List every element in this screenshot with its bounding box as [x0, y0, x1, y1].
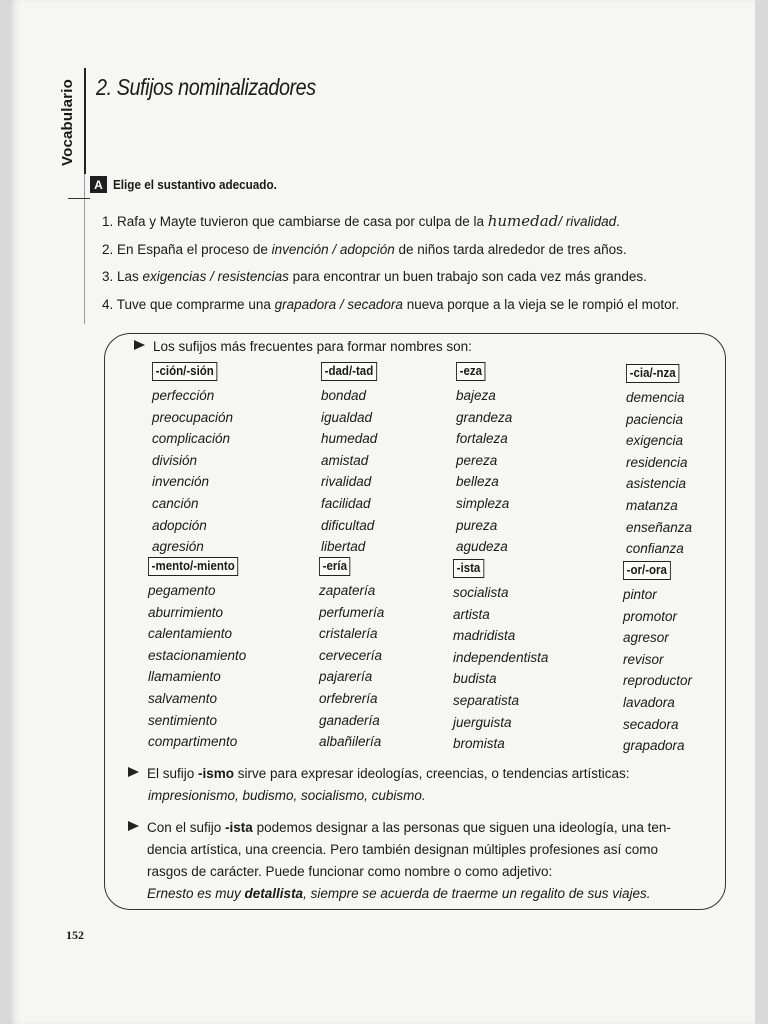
note-text: Con el sufijo	[147, 820, 226, 835]
exercise-header	[90, 176, 295, 193]
note-ista-line-1	[128, 817, 718, 839]
note-text: El sufijo	[147, 766, 199, 781]
word-item: división	[152, 452, 198, 468]
note-ismo-examples	[128, 785, 718, 807]
word-item: bajeza	[456, 388, 496, 403]
word-item: reproductor	[623, 673, 693, 689]
word-item: grandeza	[456, 409, 513, 425]
word-item: sentimiento	[148, 712, 218, 728]
arrow-bullet-icon	[134, 340, 145, 350]
word-item: madridista	[453, 628, 516, 644]
word-item: confianza	[626, 541, 684, 557]
word-item: matanza	[626, 497, 678, 513]
word-item: perfección	[152, 388, 215, 403]
word-item: residencia	[626, 454, 688, 470]
word-item: preocupación	[152, 409, 234, 425]
suffix-label: -ista	[453, 559, 484, 578]
suffix-label: -mento/-miento	[148, 557, 238, 576]
page-title: 2. Sufijos nominalizadores	[96, 74, 316, 100]
word-item: canción	[152, 495, 199, 511]
word-item: agresión	[152, 539, 204, 555]
word-item: agudeza	[456, 539, 508, 555]
word-list	[321, 385, 471, 558]
suffix-group	[456, 362, 606, 558]
exercise-text-end: .	[616, 214, 620, 229]
word-item: estacionamiento	[148, 647, 247, 663]
word-item: revisor	[623, 651, 664, 667]
word-item: albañilería	[319, 734, 382, 750]
note-text: podemos designar a las personas que siguen una ideología, una ten-	[252, 820, 671, 835]
word-item: facilidad	[321, 495, 371, 511]
word-item: asistencia	[626, 476, 687, 492]
word-item: artista	[453, 606, 490, 622]
note-ismo	[128, 763, 718, 807]
word-item: dificultad	[321, 517, 375, 533]
word-item: simpleza	[456, 495, 510, 511]
word-item: agresor	[623, 630, 669, 646]
word-item: ganadería	[319, 712, 380, 728]
word-item: socialista	[453, 585, 509, 600]
word-list	[456, 385, 606, 558]
suffix-label: -ción/-sión	[152, 362, 218, 381]
word-item: independentista	[453, 649, 549, 665]
word-item: zapatería	[319, 583, 376, 598]
word-item: enseñanza	[626, 519, 693, 535]
word-item: pajarería	[319, 669, 373, 685]
box-intro	[134, 339, 472, 354]
word-item: secadora	[623, 716, 679, 732]
exercise-instruction: Elige el sustantivo adecuado.	[113, 177, 277, 192]
arrow-bullet-icon	[128, 767, 139, 777]
word-item: bondad	[321, 388, 367, 403]
suffix-label: -eza	[456, 362, 486, 381]
word-list	[626, 387, 768, 560]
page-number: 152	[66, 928, 84, 942]
section-side-label	[52, 72, 82, 172]
suffix-group	[148, 557, 298, 753]
word-list	[453, 582, 603, 755]
word-item: pureza	[456, 517, 498, 533]
suffix-group	[319, 557, 469, 753]
word-item: grapadora	[623, 738, 685, 754]
word-item: invención	[152, 474, 210, 490]
exercise-options: grapadora / secadora	[274, 296, 403, 312]
word-item: juerguista	[453, 714, 512, 730]
exercise-text-end: de niños tarda alrededor de tres años.	[394, 241, 627, 257]
note-keyword: -ista	[225, 820, 253, 835]
exercise-list	[102, 208, 722, 318]
exercise-text-end: nueva porque a la vieja se le rompió el motor.	[402, 296, 680, 312]
exercise-item-4	[102, 291, 722, 319]
option-separator: /	[558, 214, 566, 229]
word-list	[319, 580, 469, 753]
word-item: fortaleza	[456, 431, 508, 447]
word-item: complicación	[152, 431, 231, 447]
example-text: Ernesto es muy	[147, 886, 245, 901]
exercise-text: 3. Las	[102, 269, 143, 284]
word-item: pintor	[623, 587, 657, 602]
note-ista	[128, 817, 718, 905]
word-item: bromista	[453, 736, 505, 752]
word-item: calentamiento	[148, 626, 233, 642]
exercise-text: 2. En España el proceso de	[102, 241, 272, 257]
exercise-options: exigencias / resistencias	[142, 269, 289, 284]
suffix-group	[321, 362, 471, 558]
exercise-text: 4. Tuve que comprarme una	[102, 296, 275, 312]
word-item: igualdad	[321, 409, 373, 425]
exercise-text: 1. Rafa y Mayte tuvieron que cambiarse de casa por culpa de la	[102, 214, 488, 229]
exercise-item-1	[102, 208, 722, 236]
note-keyword: -ismo	[198, 766, 235, 781]
note-ista-example	[128, 883, 718, 905]
suffix-label: -or/-ora	[623, 561, 671, 580]
word-item: belleza	[456, 474, 499, 490]
word-item: salvamento	[148, 690, 218, 706]
word-list	[623, 584, 768, 757]
note-text: sirve para expresar ideologías, creencias, o tendencias artísticas:	[234, 766, 630, 781]
word-item: pegamento	[148, 583, 216, 598]
word-list	[148, 580, 298, 753]
suffix-group	[453, 559, 603, 755]
exercise-item-2	[102, 236, 722, 264]
word-item: demencia	[626, 390, 685, 405]
word-list	[152, 385, 302, 558]
note-examples: impresionismo, budismo, socialismo, cubismo.	[148, 788, 426, 803]
word-item: cervecería	[319, 647, 383, 663]
exercise-text-end: para encontrar un buen trabajo son cada vez más grandes.	[288, 269, 647, 284]
word-item: llamamiento	[148, 669, 221, 685]
word-item: humedad	[321, 431, 378, 447]
word-item: rivalidad	[321, 474, 372, 490]
word-item: adopción	[152, 517, 207, 533]
exercise-item-3	[102, 263, 722, 291]
suffix-label: -ería	[319, 557, 351, 576]
side-rule-lower	[84, 174, 85, 324]
word-item: orfebrería	[319, 690, 378, 706]
header-rule	[68, 198, 90, 199]
word-item: perfumería	[319, 604, 385, 620]
suffix-label: -dad/-tad	[321, 362, 377, 381]
suffix-label: -cia/-nza	[626, 364, 679, 383]
box-intro-text: Los sufijos más frecuentes para formar nombres son:	[153, 339, 472, 354]
suffix-group	[626, 364, 768, 560]
word-item: separatista	[453, 692, 520, 708]
word-item: compartimento	[148, 734, 238, 750]
word-item: pereza	[456, 452, 498, 468]
handwritten-answer: humedad	[487, 212, 559, 230]
word-item: libertad	[321, 539, 366, 555]
example-keyword: detallista	[244, 886, 304, 901]
word-item: exigencia	[626, 433, 684, 449]
suffix-group	[623, 561, 768, 757]
exercise-option: rivalidad	[565, 214, 617, 229]
note-ismo-line	[128, 763, 718, 785]
word-item: promotor	[623, 608, 678, 624]
word-item: aburrimiento	[148, 604, 224, 620]
side-rule	[84, 68, 86, 174]
side-label-text: Vocabulario	[58, 78, 76, 166]
word-item: lavadora	[623, 694, 675, 710]
word-item: paciencia	[626, 411, 684, 427]
word-item: amistad	[321, 452, 369, 468]
exercise-options: invención / adopción	[271, 241, 395, 257]
note-ista-line-3: rasgos de carácter. Puede funcionar como nombre o como adjetivo:	[147, 864, 553, 879]
note-ista-line-2: dencia artística, una creencia. Pero también designan múltiples profesiones así como	[147, 842, 659, 857]
example-text: , siempre se acuerda de traerme un regalito de sus viajes.	[303, 886, 651, 901]
suffix-group	[152, 362, 302, 558]
word-item: cristalería	[319, 626, 378, 642]
arrow-bullet-icon	[128, 821, 139, 831]
word-item: budista	[453, 671, 497, 687]
exercise-badge: A	[90, 176, 107, 193]
